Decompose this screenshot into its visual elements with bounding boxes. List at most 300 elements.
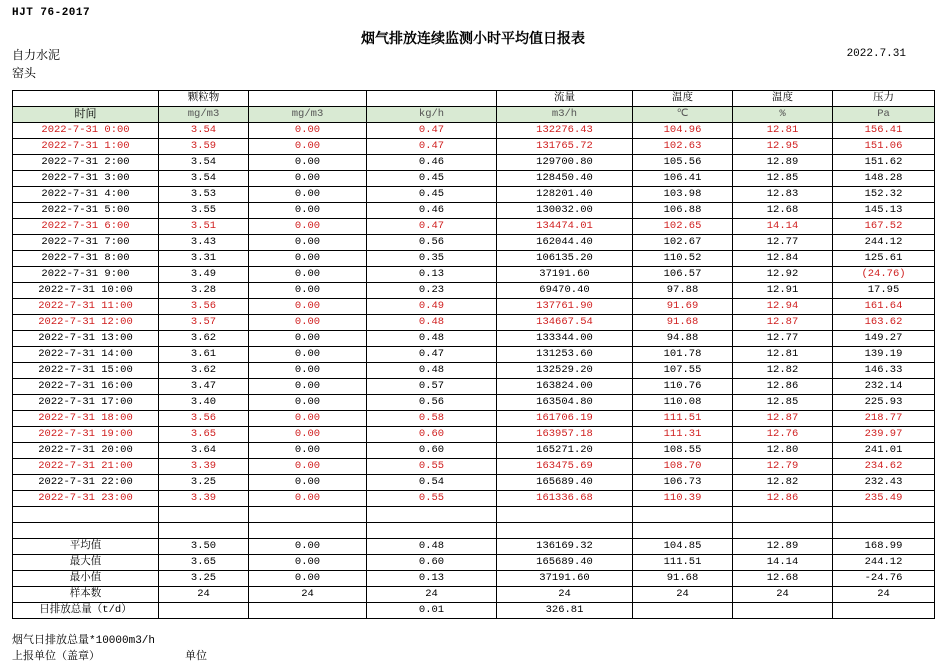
cell-value-1: 0.00 xyxy=(249,155,367,171)
cell-value-5: 12.81 xyxy=(733,347,833,363)
blank-cell xyxy=(833,523,935,539)
column-header-unit-1: mg/m3 xyxy=(159,107,249,123)
summary-value-6 xyxy=(833,603,935,619)
blank-cell xyxy=(733,507,833,523)
summary-value-3: 165689.40 xyxy=(497,555,633,571)
cell-value-1: 0.00 xyxy=(249,219,367,235)
cell-value-0: 3.54 xyxy=(159,171,249,187)
cell-value-2: 0.56 xyxy=(367,395,497,411)
cell-value-5: 12.86 xyxy=(733,491,833,507)
cell-value-1: 0.00 xyxy=(249,363,367,379)
summary-value-0: 3.50 xyxy=(159,539,249,555)
standard-code: HJT 76-2017 xyxy=(12,7,91,19)
cell-value-4: 108.70 xyxy=(633,459,733,475)
cell-value-6: 161.64 xyxy=(833,299,935,315)
cell-value-4: 94.88 xyxy=(633,331,733,347)
cell-time: 2022-7-31 0:00 xyxy=(13,123,159,139)
cell-value-6: 241.01 xyxy=(833,443,935,459)
table-row xyxy=(13,347,935,363)
table-row xyxy=(13,443,935,459)
cell-value-3: 130032.00 xyxy=(497,203,633,219)
cell-value-0: 3.40 xyxy=(159,395,249,411)
cell-value-0: 3.65 xyxy=(159,427,249,443)
table-row xyxy=(13,411,935,427)
cell-value-5: 12.77 xyxy=(733,331,833,347)
table-row xyxy=(13,139,935,155)
cell-value-4: 104.96 xyxy=(633,123,733,139)
cell-value-0: 3.62 xyxy=(159,331,249,347)
cell-time: 2022-7-31 18:00 xyxy=(13,411,159,427)
cell-value-2: 0.13 xyxy=(367,267,497,283)
cell-value-1: 0.00 xyxy=(249,315,367,331)
summary-value-1 xyxy=(249,603,367,619)
column-header-unit-5: ℃ xyxy=(633,107,733,123)
group-header-cell-4: 流量 xyxy=(497,91,633,107)
table-row xyxy=(13,379,935,395)
column-header-unit-4: m3/h xyxy=(497,107,633,123)
cell-value-2: 0.45 xyxy=(367,187,497,203)
group-header-cell-0 xyxy=(13,91,159,107)
table-row xyxy=(13,123,935,139)
summary-value-0: 24 xyxy=(159,587,249,603)
blank-cell xyxy=(367,523,497,539)
cell-value-0: 3.39 xyxy=(159,491,249,507)
table-row xyxy=(13,155,935,171)
cell-value-2: 0.60 xyxy=(367,443,497,459)
summary-value-0 xyxy=(159,603,249,619)
table-unit-header-row xyxy=(13,107,935,123)
cell-time: 2022-7-31 23:00 xyxy=(13,491,159,507)
cell-value-5: 12.82 xyxy=(733,475,833,491)
cell-value-3: 163504.80 xyxy=(497,395,633,411)
cell-time: 2022-7-31 21:00 xyxy=(13,459,159,475)
table-row xyxy=(13,427,935,443)
summary-value-3: 37191.60 xyxy=(497,571,633,587)
cell-value-5: 12.81 xyxy=(733,123,833,139)
summary-value-6: 24 xyxy=(833,587,935,603)
table-row xyxy=(13,299,935,315)
blank-cell xyxy=(497,523,633,539)
summary-row xyxy=(13,539,935,555)
cell-value-4: 97.88 xyxy=(633,283,733,299)
cell-value-2: 0.46 xyxy=(367,203,497,219)
blank-cell xyxy=(249,507,367,523)
cell-time: 2022-7-31 5:00 xyxy=(13,203,159,219)
cell-value-0: 3.54 xyxy=(159,155,249,171)
cell-value-2: 0.48 xyxy=(367,331,497,347)
summary-value-3: 326.81 xyxy=(497,603,633,619)
cell-value-6: 225.93 xyxy=(833,395,935,411)
cell-value-6: (24.76) xyxy=(833,267,935,283)
cell-value-2: 0.60 xyxy=(367,427,497,443)
cell-value-4: 103.98 xyxy=(633,187,733,203)
report-date: 2022.7.31 xyxy=(846,48,906,60)
cell-value-3: 132276.43 xyxy=(497,123,633,139)
cell-value-0: 3.54 xyxy=(159,123,249,139)
summary-value-3: 136169.32 xyxy=(497,539,633,555)
summary-value-2: 0.13 xyxy=(367,571,497,587)
summary-value-4: 104.85 xyxy=(633,539,733,555)
cell-time: 2022-7-31 22:00 xyxy=(13,475,159,491)
group-header-cell-7: 压力 xyxy=(833,91,935,107)
cell-value-2: 0.47 xyxy=(367,219,497,235)
cell-value-4: 108.55 xyxy=(633,443,733,459)
cell-time: 2022-7-31 17:00 xyxy=(13,395,159,411)
column-header-unit-2: mg/m3 xyxy=(249,107,367,123)
cell-value-0: 3.57 xyxy=(159,315,249,331)
cell-value-5: 12.83 xyxy=(733,187,833,203)
blank-cell xyxy=(13,523,159,539)
cell-value-2: 0.46 xyxy=(367,155,497,171)
summary-value-5: 14.14 xyxy=(733,555,833,571)
cell-value-4: 106.88 xyxy=(633,203,733,219)
cell-time: 2022-7-31 8:00 xyxy=(13,251,159,267)
cell-value-5: 12.92 xyxy=(733,267,833,283)
cell-time: 2022-7-31 12:00 xyxy=(13,315,159,331)
cell-value-1: 0.00 xyxy=(249,187,367,203)
blank-cell xyxy=(367,507,497,523)
cell-value-2: 0.48 xyxy=(367,363,497,379)
cell-value-5: 12.79 xyxy=(733,459,833,475)
summary-value-1: 0.00 xyxy=(249,555,367,571)
cell-value-6: 146.33 xyxy=(833,363,935,379)
cell-value-3: 165271.20 xyxy=(497,443,633,459)
cell-time: 2022-7-31 20:00 xyxy=(13,443,159,459)
cell-value-4: 110.76 xyxy=(633,379,733,395)
cell-value-3: 161336.68 xyxy=(497,491,633,507)
summary-value-1: 0.00 xyxy=(249,571,367,587)
cell-value-0: 3.51 xyxy=(159,219,249,235)
summary-row xyxy=(13,571,935,587)
table-row xyxy=(13,459,935,475)
table-row xyxy=(13,331,935,347)
table-row xyxy=(13,475,935,491)
cell-value-1: 0.00 xyxy=(249,235,367,251)
table-row xyxy=(13,219,935,235)
cell-value-4: 102.67 xyxy=(633,235,733,251)
summary-row xyxy=(13,555,935,571)
table-row xyxy=(13,187,935,203)
cell-value-0: 3.59 xyxy=(159,139,249,155)
cell-value-5: 12.77 xyxy=(733,235,833,251)
site-name: 窑头 xyxy=(12,66,37,80)
cell-value-5: 12.86 xyxy=(733,379,833,395)
cell-time: 2022-7-31 7:00 xyxy=(13,235,159,251)
cell-value-6: 151.62 xyxy=(833,155,935,171)
cell-value-2: 0.48 xyxy=(367,315,497,331)
cell-time: 2022-7-31 14:00 xyxy=(13,347,159,363)
cell-value-6: 145.13 xyxy=(833,203,935,219)
cell-value-4: 110.52 xyxy=(633,251,733,267)
blank-cell xyxy=(249,523,367,539)
summary-label: 平均值 xyxy=(13,539,159,555)
blank-cell xyxy=(159,507,249,523)
cell-value-3: 165689.40 xyxy=(497,475,633,491)
cell-value-0: 3.43 xyxy=(159,235,249,251)
column-header-unit-3: kg/h xyxy=(367,107,497,123)
cell-value-0: 3.39 xyxy=(159,459,249,475)
cell-value-5: 12.82 xyxy=(733,363,833,379)
summary-value-6: 244.12 xyxy=(833,555,935,571)
cell-value-1: 0.00 xyxy=(249,123,367,139)
blank-cell xyxy=(833,507,935,523)
cell-value-3: 162044.40 xyxy=(497,235,633,251)
cell-value-3: 161706.19 xyxy=(497,411,633,427)
group-header-cell-1: 颗粒物 xyxy=(159,91,249,107)
cell-value-6: 163.62 xyxy=(833,315,935,331)
cell-value-5: 12.84 xyxy=(733,251,833,267)
cell-value-3: 69470.40 xyxy=(497,283,633,299)
blank-cell xyxy=(13,507,159,523)
summary-row xyxy=(13,603,935,619)
table-row xyxy=(13,251,935,267)
cell-time: 2022-7-31 9:00 xyxy=(13,267,159,283)
cell-value-6: 218.77 xyxy=(833,411,935,427)
cell-value-1: 0.00 xyxy=(249,203,367,219)
cell-time: 2022-7-31 10:00 xyxy=(13,283,159,299)
cell-value-0: 3.28 xyxy=(159,283,249,299)
table-row xyxy=(13,235,935,251)
summary-row xyxy=(13,587,935,603)
summary-value-0: 3.65 xyxy=(159,555,249,571)
cell-value-1: 0.00 xyxy=(249,267,367,283)
group-header-cell-5: 温度 xyxy=(633,91,733,107)
cell-value-5: 12.85 xyxy=(733,395,833,411)
cell-value-2: 0.54 xyxy=(367,475,497,491)
cell-value-0: 3.49 xyxy=(159,267,249,283)
cell-value-1: 0.00 xyxy=(249,395,367,411)
summary-value-5: 24 xyxy=(733,587,833,603)
table-row xyxy=(13,395,935,411)
cell-value-4: 91.68 xyxy=(633,315,733,331)
blank-cell xyxy=(159,523,249,539)
table-row xyxy=(13,363,935,379)
cell-value-5: 12.87 xyxy=(733,315,833,331)
cell-value-2: 0.47 xyxy=(367,139,497,155)
cell-value-2: 0.55 xyxy=(367,459,497,475)
cell-time: 2022-7-31 2:00 xyxy=(13,155,159,171)
cell-value-1: 0.00 xyxy=(249,379,367,395)
cell-value-6: 139.19 xyxy=(833,347,935,363)
cell-time: 2022-7-31 6:00 xyxy=(13,219,159,235)
summary-value-3: 24 xyxy=(497,587,633,603)
cell-time: 2022-7-31 1:00 xyxy=(13,139,159,155)
cell-value-5: 12.91 xyxy=(733,283,833,299)
summary-value-4: 111.51 xyxy=(633,555,733,571)
cell-value-2: 0.58 xyxy=(367,411,497,427)
cell-value-6: 156.41 xyxy=(833,123,935,139)
table-blank-row xyxy=(13,523,935,539)
footer-unit-label: 单位 xyxy=(185,650,207,662)
cell-value-6: 152.32 xyxy=(833,187,935,203)
cell-value-3: 163957.18 xyxy=(497,427,633,443)
hourly-average-table xyxy=(12,90,935,619)
cell-value-5: 14.14 xyxy=(733,219,833,235)
cell-value-0: 3.62 xyxy=(159,363,249,379)
summary-label: 样本数 xyxy=(13,587,159,603)
cell-value-6: 167.52 xyxy=(833,219,935,235)
cell-value-4: 111.31 xyxy=(633,427,733,443)
cell-value-6: 235.49 xyxy=(833,491,935,507)
group-header-cell-6: 温度 xyxy=(733,91,833,107)
cell-value-0: 3.47 xyxy=(159,379,249,395)
summary-value-2: 24 xyxy=(367,587,497,603)
column-header-unit-6: % xyxy=(733,107,833,123)
cell-value-1: 0.00 xyxy=(249,331,367,347)
cell-value-4: 105.56 xyxy=(633,155,733,171)
cell-value-0: 3.25 xyxy=(159,475,249,491)
table-row xyxy=(13,315,935,331)
company-name: 自力水泥 xyxy=(12,48,61,62)
cell-value-3: 134474.01 xyxy=(497,219,633,235)
cell-time: 2022-7-31 16:00 xyxy=(13,379,159,395)
cell-value-6: 232.43 xyxy=(833,475,935,491)
cell-value-2: 0.23 xyxy=(367,283,497,299)
cell-value-6: 125.61 xyxy=(833,251,935,267)
summary-value-5: 12.89 xyxy=(733,539,833,555)
cell-value-0: 3.55 xyxy=(159,203,249,219)
cell-value-3: 163824.00 xyxy=(497,379,633,395)
footer-total-note: 烟气日排放总量*10000m3/h xyxy=(12,635,156,647)
table-group-header-row xyxy=(13,91,935,107)
cell-value-4: 111.51 xyxy=(633,411,733,427)
cell-value-3: 132529.20 xyxy=(497,363,633,379)
cell-time: 2022-7-31 13:00 xyxy=(13,331,159,347)
cell-value-2: 0.47 xyxy=(367,347,497,363)
cell-value-1: 0.00 xyxy=(249,299,367,315)
summary-label: 日排放总量（t/d） xyxy=(13,603,159,619)
cell-value-6: 149.27 xyxy=(833,331,935,347)
cell-value-0: 3.64 xyxy=(159,443,249,459)
cell-value-1: 0.00 xyxy=(249,475,367,491)
cell-value-3: 128450.40 xyxy=(497,171,633,187)
cell-value-3: 131765.72 xyxy=(497,139,633,155)
cell-time: 2022-7-31 4:00 xyxy=(13,187,159,203)
table-row xyxy=(13,203,935,219)
summary-value-6: -24.76 xyxy=(833,571,935,587)
cell-value-5: 12.95 xyxy=(733,139,833,155)
cell-value-5: 12.76 xyxy=(733,427,833,443)
blank-cell xyxy=(633,507,733,523)
cell-value-5: 12.89 xyxy=(733,155,833,171)
cell-value-1: 0.00 xyxy=(249,283,367,299)
cell-time: 2022-7-31 11:00 xyxy=(13,299,159,315)
cell-value-3: 129700.80 xyxy=(497,155,633,171)
cell-value-3: 163475.69 xyxy=(497,459,633,475)
cell-value-5: 12.85 xyxy=(733,171,833,187)
cell-value-2: 0.45 xyxy=(367,171,497,187)
cell-value-4: 102.65 xyxy=(633,219,733,235)
page-title: 烟气排放连续监测小时平均值日报表 xyxy=(361,30,585,46)
cell-value-1: 0.00 xyxy=(249,139,367,155)
cell-value-2: 0.47 xyxy=(367,123,497,139)
blank-cell xyxy=(633,523,733,539)
table-row xyxy=(13,171,935,187)
cell-value-2: 0.35 xyxy=(367,251,497,267)
cell-value-4: 102.63 xyxy=(633,139,733,155)
summary-value-0: 3.25 xyxy=(159,571,249,587)
cell-value-5: 12.68 xyxy=(733,203,833,219)
footer-reporting-unit: 上报单位（盖章） xyxy=(12,650,100,662)
cell-value-6: 151.06 xyxy=(833,139,935,155)
cell-value-3: 128201.40 xyxy=(497,187,633,203)
cell-value-0: 3.61 xyxy=(159,347,249,363)
summary-value-4: 24 xyxy=(633,587,733,603)
summary-label: 最大值 xyxy=(13,555,159,571)
cell-value-6: 17.95 xyxy=(833,283,935,299)
cell-value-4: 107.55 xyxy=(633,363,733,379)
cell-value-1: 0.00 xyxy=(249,411,367,427)
cell-value-2: 0.56 xyxy=(367,235,497,251)
cell-value-3: 37191.60 xyxy=(497,267,633,283)
blank-cell xyxy=(733,523,833,539)
cell-value-1: 0.00 xyxy=(249,171,367,187)
group-header-cell-3 xyxy=(367,91,497,107)
cell-value-0: 3.53 xyxy=(159,187,249,203)
cell-value-5: 12.94 xyxy=(733,299,833,315)
cell-value-6: 239.97 xyxy=(833,427,935,443)
cell-value-1: 0.00 xyxy=(249,491,367,507)
summary-value-4 xyxy=(633,603,733,619)
cell-value-5: 12.80 xyxy=(733,443,833,459)
cell-value-2: 0.49 xyxy=(367,299,497,315)
cell-value-4: 91.69 xyxy=(633,299,733,315)
cell-value-1: 0.00 xyxy=(249,443,367,459)
cell-value-4: 106.57 xyxy=(633,267,733,283)
cell-value-6: 148.28 xyxy=(833,171,935,187)
cell-value-0: 3.56 xyxy=(159,299,249,315)
summary-value-2: 0.48 xyxy=(367,539,497,555)
cell-value-4: 110.39 xyxy=(633,491,733,507)
cell-value-2: 0.55 xyxy=(367,491,497,507)
summary-value-6: 168.99 xyxy=(833,539,935,555)
cell-value-1: 0.00 xyxy=(249,459,367,475)
table-blank-row xyxy=(13,507,935,523)
summary-value-5 xyxy=(733,603,833,619)
cell-value-4: 106.41 xyxy=(633,171,733,187)
summary-value-2: 0.60 xyxy=(367,555,497,571)
summary-value-4: 91.68 xyxy=(633,571,733,587)
cell-value-3: 137761.90 xyxy=(497,299,633,315)
cell-value-0: 3.31 xyxy=(159,251,249,267)
group-header-cell-2 xyxy=(249,91,367,107)
cell-value-6: 244.12 xyxy=(833,235,935,251)
summary-value-1: 0.00 xyxy=(249,539,367,555)
cell-time: 2022-7-31 3:00 xyxy=(13,171,159,187)
cell-value-1: 0.00 xyxy=(249,251,367,267)
blank-cell xyxy=(497,507,633,523)
cell-value-3: 106135.20 xyxy=(497,251,633,267)
table-row xyxy=(13,491,935,507)
cell-value-6: 234.62 xyxy=(833,459,935,475)
summary-value-5: 12.68 xyxy=(733,571,833,587)
cell-value-4: 106.73 xyxy=(633,475,733,491)
column-header-time: 时间 xyxy=(13,107,159,123)
cell-value-3: 134667.54 xyxy=(497,315,633,331)
cell-value-2: 0.57 xyxy=(367,379,497,395)
column-header-unit-7: Pa xyxy=(833,107,935,123)
cell-time: 2022-7-31 19:00 xyxy=(13,427,159,443)
cell-time: 2022-7-31 15:00 xyxy=(13,363,159,379)
cell-value-6: 232.14 xyxy=(833,379,935,395)
cell-value-1: 0.00 xyxy=(249,427,367,443)
cell-value-4: 101.78 xyxy=(633,347,733,363)
cell-value-0: 3.56 xyxy=(159,411,249,427)
summary-label: 最小值 xyxy=(13,571,159,587)
cell-value-3: 133344.00 xyxy=(497,331,633,347)
cell-value-1: 0.00 xyxy=(249,347,367,363)
summary-value-1: 24 xyxy=(249,587,367,603)
